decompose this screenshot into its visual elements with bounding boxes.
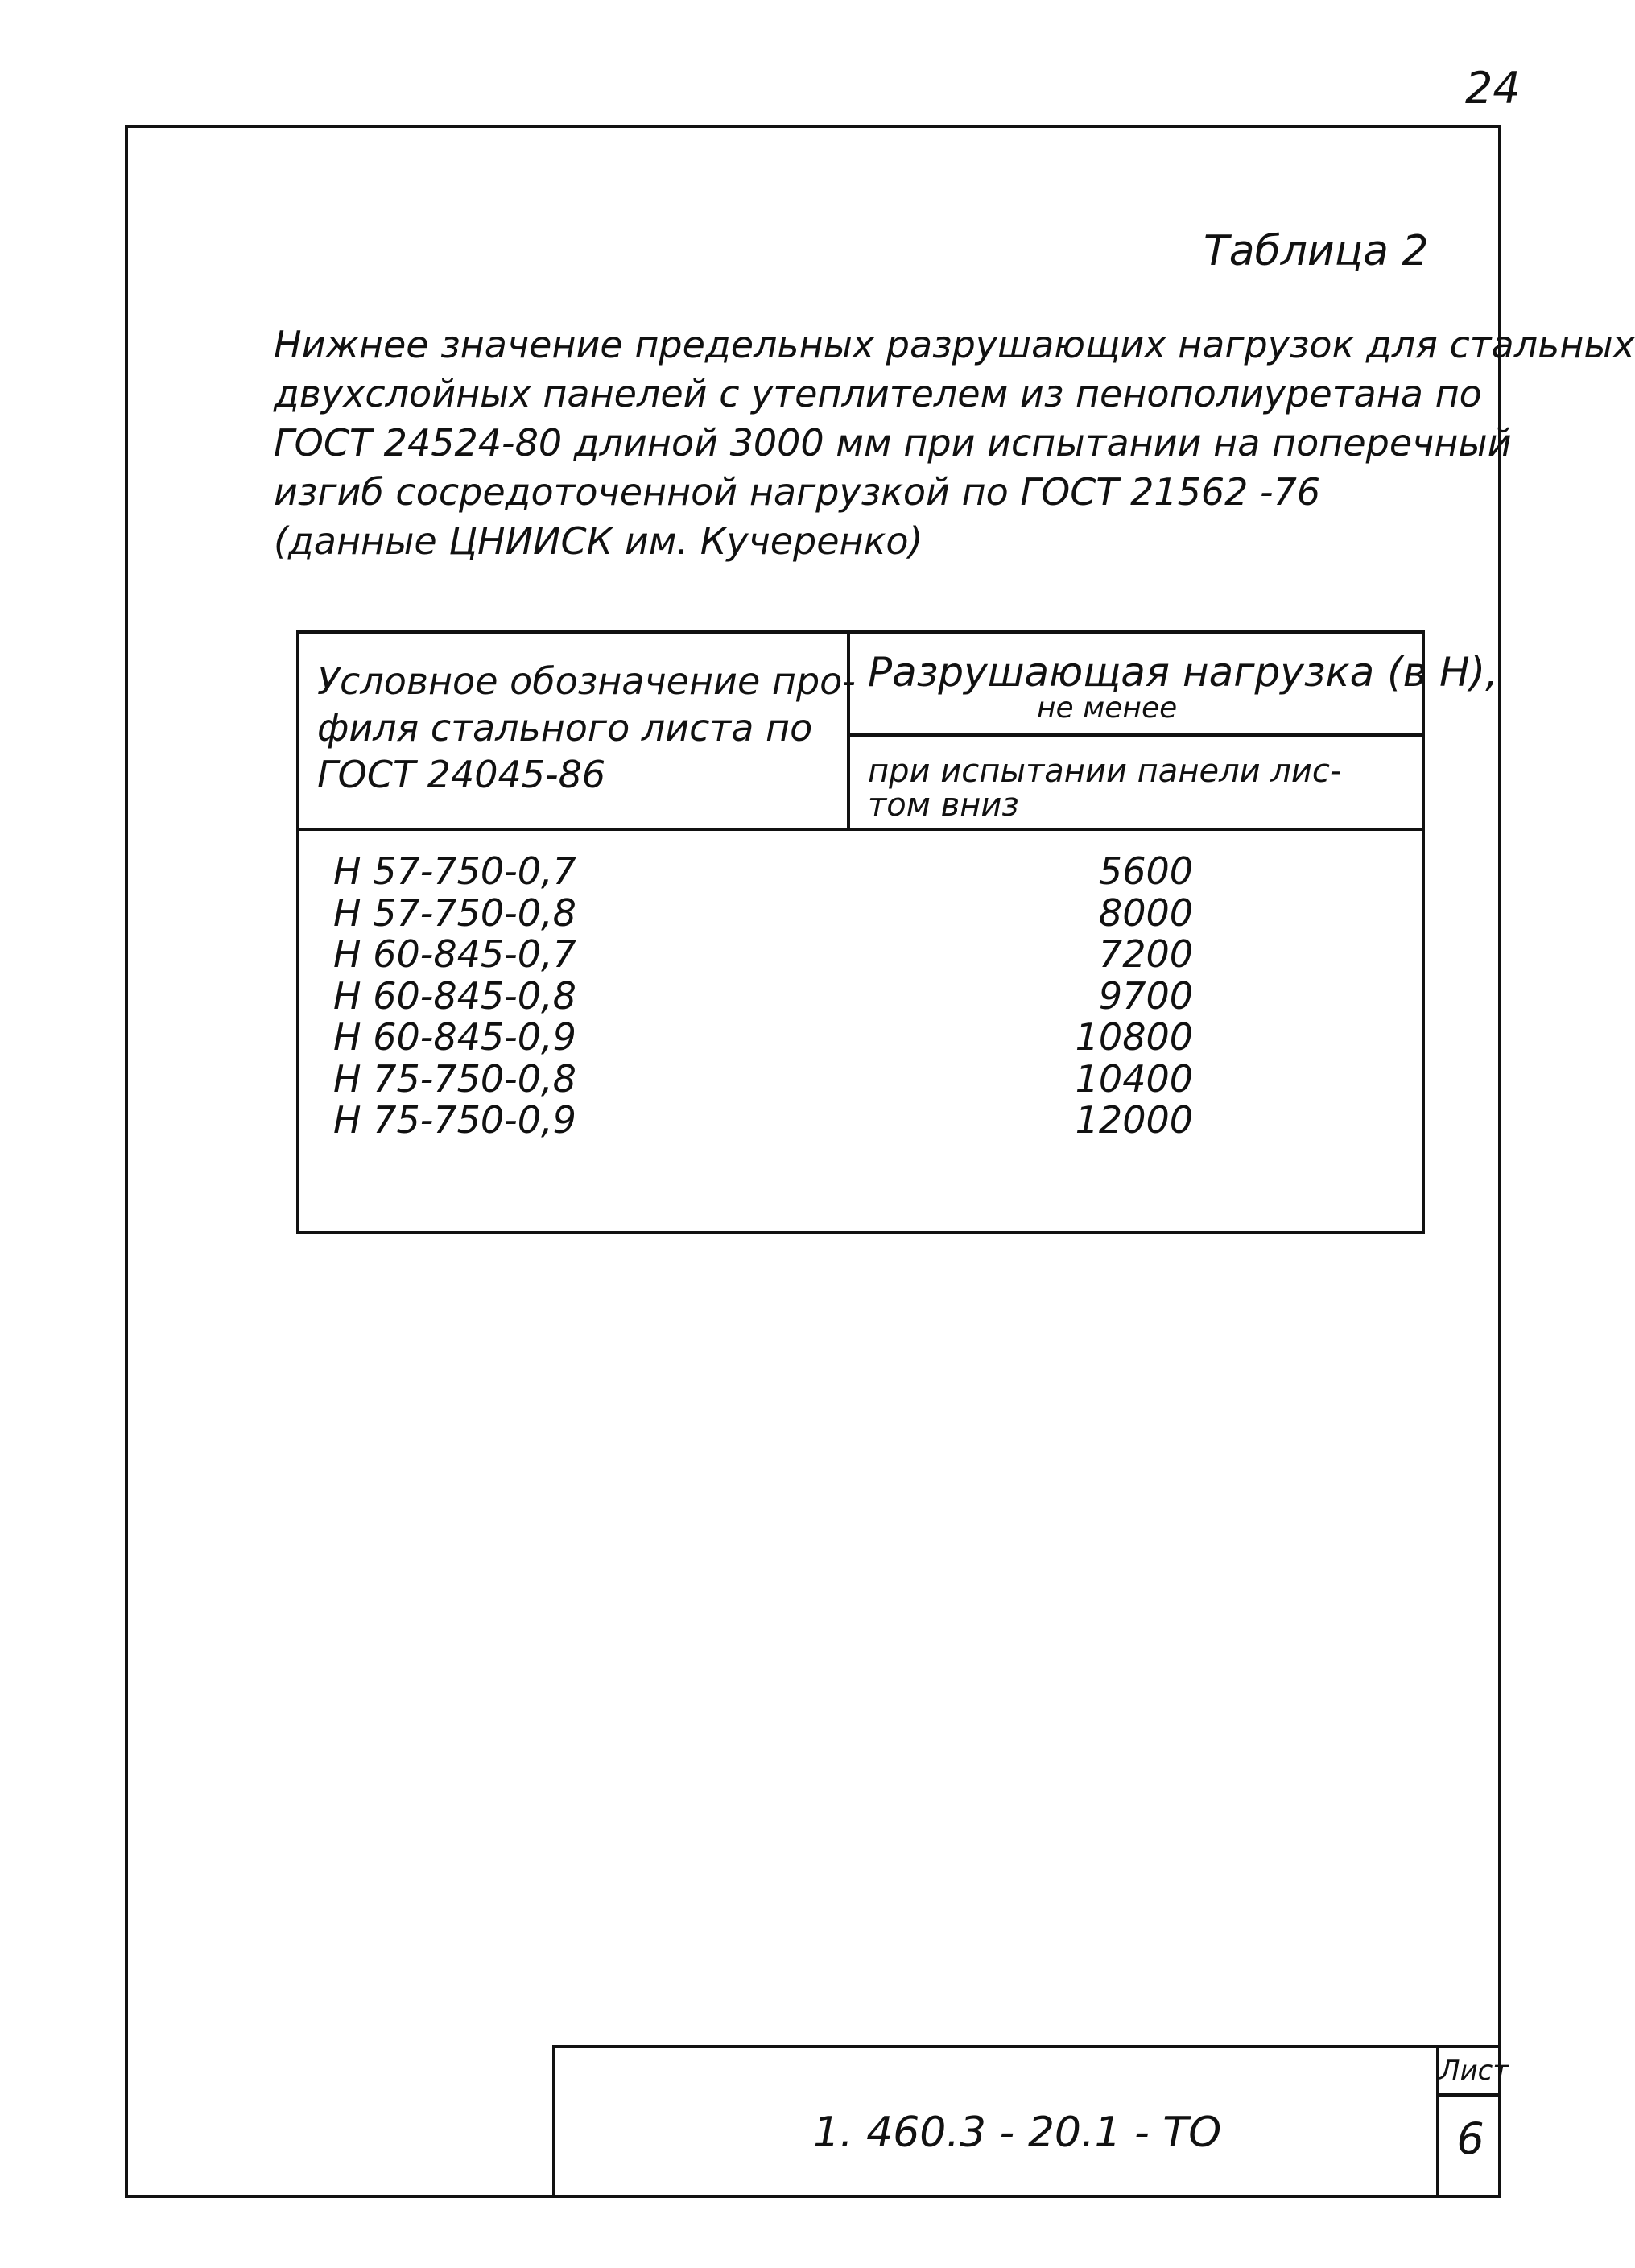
table-body xyxy=(299,851,1422,1142)
header-line: Разрушающая нагрузка (в Н), xyxy=(868,649,1499,696)
header-line: ГОСТ 24045-86 xyxy=(317,753,606,796)
header-line: Условное обозначение про- xyxy=(317,659,856,703)
load-cell: 10400 xyxy=(1075,1056,1193,1101)
description-line: изгиб сосредоточенной нагрузкой по ГОСТ 21562 -76 xyxy=(274,470,1321,514)
table-row xyxy=(299,1056,1422,1101)
profile-cell: Н 57-750-0,7 xyxy=(333,849,576,893)
table-row xyxy=(299,934,1422,976)
header-breaking-load xyxy=(850,634,1499,737)
document-code: 1. 460.3 - 20.1 - ТО xyxy=(813,2109,1222,2157)
header-test-condition xyxy=(850,737,1422,831)
profile-cell: Н 75-750-0,9 xyxy=(333,1098,576,1142)
profile-cell: Н 60-845-0,9 xyxy=(333,1015,576,1059)
header-profile-designation xyxy=(299,634,856,831)
sheet-label: Лист xyxy=(1439,2048,1501,2097)
load-cell: 12000 xyxy=(1075,1098,1193,1142)
load-cell: 7200 xyxy=(1098,932,1193,976)
load-cell: 9700 xyxy=(1098,973,1193,1018)
header-line: том вниз xyxy=(868,787,1019,824)
page-number: 24 xyxy=(1465,63,1521,114)
table-row xyxy=(299,851,1422,893)
load-cell: 10800 xyxy=(1075,1015,1193,1059)
header-line: филя стального листа по xyxy=(317,706,813,750)
description-line: двухслойных панелей с утеплителем из пенополиуретана по xyxy=(274,372,1482,415)
profile-cell: Н 60-845-0,7 xyxy=(333,932,576,976)
profile-cell: Н 57-750-0,8 xyxy=(333,890,576,935)
description-line: ГОСТ 24524-80 длиной 3000 мм при испытании на поперечный xyxy=(274,421,1512,465)
table-row xyxy=(299,973,1422,1018)
table-row xyxy=(299,1100,1422,1142)
table-row xyxy=(299,890,1422,935)
table-description xyxy=(274,320,1635,566)
table-row xyxy=(299,1017,1422,1059)
load-cell: 8000 xyxy=(1098,890,1193,935)
title-block xyxy=(552,2045,1509,2198)
description-line: Нижнее значение предельных разрушающих нагрузок для стальных xyxy=(274,323,1635,366)
load-cell: 5600 xyxy=(1098,849,1193,893)
table-caption: Таблица 2 xyxy=(1204,227,1429,275)
header-line: не менее xyxy=(1037,692,1178,725)
profile-cell: Н 60-845-0,8 xyxy=(333,973,576,1018)
load-table xyxy=(296,630,1499,1234)
profile-cell: Н 75-750-0,8 xyxy=(333,1056,576,1101)
sheet-box xyxy=(1436,2048,1509,2198)
description-line: (данные ЦНИИСК им. Кучеренко) xyxy=(274,519,923,563)
sheet-number: 6 xyxy=(1456,2113,1484,2164)
header-line: при испытании панели лис- xyxy=(868,753,1342,790)
